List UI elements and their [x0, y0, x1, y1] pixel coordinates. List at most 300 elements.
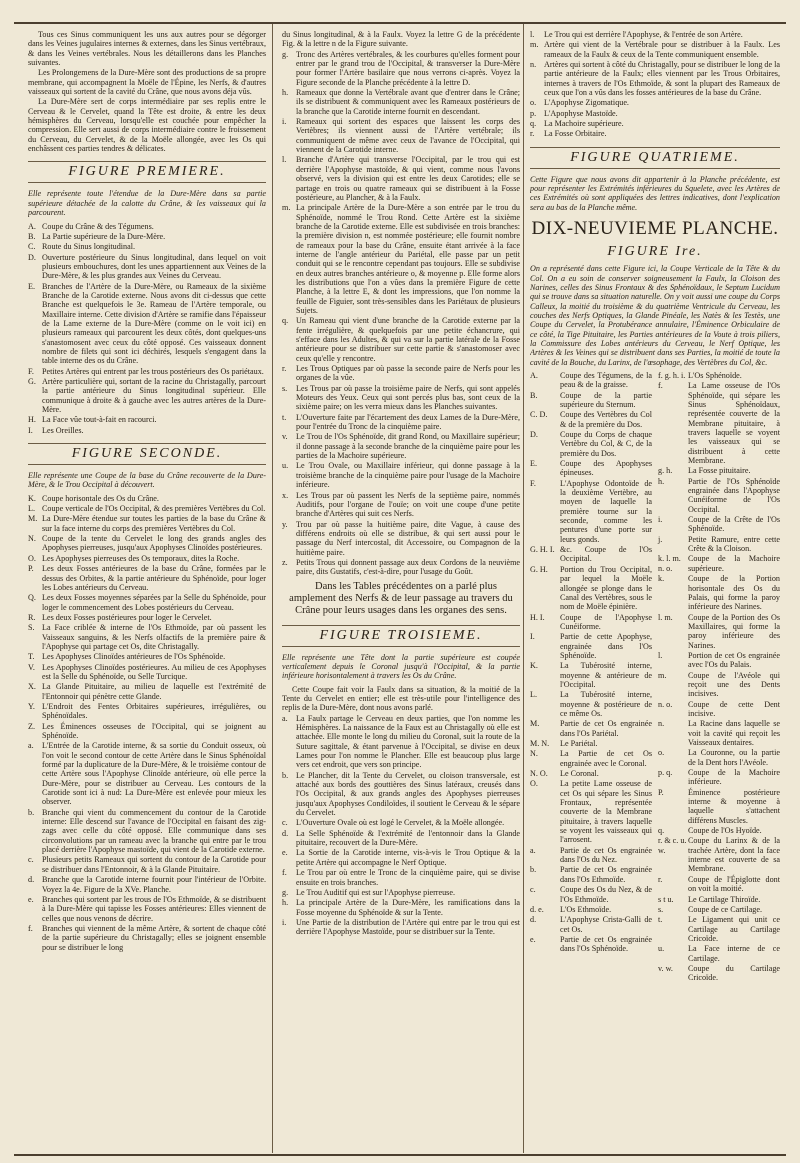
- legend-item: [530, 410, 652, 429]
- legend-text: L'Apophyse Mastoïde.: [544, 108, 618, 118]
- figure-4-caption: Cette Figure que nous avons dit appartenir à la Planche précédente, est pour représenter les Extrémités inférieures du Squelete, avec les Artères de ces Extrémités où sont appliquées des lettres indicatives, dont l'explication sera au bas de la Planche même.: [530, 174, 780, 212]
- legend-item: [658, 964, 780, 983]
- legend-key: g.: [282, 887, 289, 897]
- legend-text: Le Ligament qui unit ce Cartilage au Cartilage Cricoïde.: [688, 915, 780, 943]
- legend-item: [28, 722, 266, 741]
- legend-key: I.: [530, 632, 535, 642]
- legend-key: p.: [530, 108, 537, 118]
- legend-text: Partie de cet Os engrainée dans l'Os du Nez.: [560, 845, 652, 865]
- legend-text: Les Trous par où passent les Nerfs de la septième paire, nommés Auditifs, pour l'organe de l'ouïe; on voit une coupe d'une petite branche d'Artères qui suit ces Nerfs.: [296, 490, 520, 519]
- legend-key: a.: [282, 713, 288, 723]
- legend-text: Branche que la Carotide interne fournit pour l'intérieur de l'Orbite. Voyez la 4e. Figure de la XVe. Planche.: [42, 875, 266, 894]
- legend-text: Les Éminences osseuses de l'Occipital, qui se joignent au Sphénoïde.: [42, 721, 266, 740]
- legend-item: [282, 714, 520, 770]
- legend-item: [530, 719, 652, 738]
- legend-item: [530, 479, 652, 544]
- legend-text: La Glande Pituitaire, au milieu de laquelle est l'extrémité de l'Entonnoir qui pénètre cette Glande.: [42, 682, 266, 701]
- legend-key: Y.: [28, 701, 35, 711]
- legend-text: Coupe verticale de l'Os Occipital, & des premières Vertèbres du Col.: [42, 504, 266, 514]
- legend-item: [658, 944, 780, 963]
- legend-item: [282, 848, 520, 867]
- legend-key: z.: [282, 557, 288, 567]
- legend-text: Coupe des Apophyses épineuses.: [560, 459, 652, 478]
- legend-item: [28, 875, 266, 894]
- legend-text: Portion de cet Os engrainée avec l'Os du Palais.: [688, 650, 780, 670]
- legend-key: V.: [28, 662, 35, 672]
- legend-text: L'Os Ethmoïde.: [560, 904, 612, 914]
- legend-text: Les Oreilles.: [42, 425, 84, 435]
- legend-item: [28, 924, 266, 952]
- legend-item: [28, 242, 266, 251]
- legend-text: Les Trous par où passe la troisième paire de Nerfs, qui sont appelés Moteurs des Yeux. Ceux qui sont percés plus bas, sont ceux de la sixième paire; on les verra mieux dans les Planches suivantes.: [296, 383, 520, 412]
- legend-key: g. h.: [658, 466, 673, 476]
- legend-key: g.: [282, 49, 289, 59]
- legend-text: La Face criblée & interne de l'Os Ethmoïde, par où passent les Vaisseaux sanguins, & les Nerfs olfactifs de la première paire & l'Apophyse qui partage cet Os, dite Christagally.: [42, 623, 266, 651]
- legend-item: [28, 253, 266, 281]
- legend-item: [658, 836, 780, 873]
- legend-key: i.: [282, 917, 287, 927]
- legend-text: Route du Sinus longitudinal.: [42, 242, 135, 252]
- legend-item: [28, 282, 266, 366]
- legend-text: La Lame osseuse de l'Os Sphénoïde, qui sépare les Sinus Sphénoïdaux, représentée couverte de la Membrane pituitaire, à travers laquelle se voyent les vaisseaux qui se distribuent à cette Membrane.: [688, 381, 780, 466]
- legend-text: La Face vûe tout-à-fait en racourci.: [42, 415, 157, 425]
- legend-item: [530, 915, 652, 934]
- legend-item: [658, 574, 780, 611]
- figure-1-legend: [28, 222, 266, 436]
- legend-text: Le Trou Ovale, ou Maxillaire inférieur, qui donne passage à la troisième branche de la cinquième paire pour l'usage de la Machoire inférieure.: [296, 461, 520, 490]
- legend-text: Le Cartilage Thiroïde.: [688, 894, 761, 904]
- legend-text: Coupe de la Machoire inférieure.: [688, 768, 780, 787]
- column-middle: [282, 30, 520, 1148]
- legend-item: [282, 461, 520, 489]
- legend-text: Coupe du Corps de chaque Vertèbre du Col, & C, de la première du Dos.: [560, 430, 652, 458]
- legend-text: Les Apophyses pierreuses des Os temporaux, dites la Roche.: [42, 553, 240, 563]
- legend-text: Coupe de la Portion des Os Maxillaires, qui forme la paroy inférieure des Narines.: [688, 612, 780, 650]
- intro-text: [28, 30, 266, 153]
- legend-item: [28, 652, 266, 661]
- legend-key: B.: [28, 231, 36, 241]
- legend-key: G. H. I.: [530, 545, 555, 555]
- legend-item: [530, 749, 652, 768]
- legend-item: [658, 748, 780, 767]
- paragraph: La Dure-Mère sert de corps intermédiaire par ses replis entre le Cerveau & le Cervelet, quand la Tête est droite, & entre les deux hémisphères du Cerveau, lorsqu'elle est couchée pour empêcher la compression. Elle sert aussi de corps intermédiaire contre le froissement du Cerveau, du Cervelet, & de la Moële allongée, avec les Os qui enchâssent ces parties tendres & délicates.: [28, 97, 266, 154]
- legend-item: [282, 888, 520, 897]
- figure-4-title: FIGURE QUATRIEME.: [530, 147, 780, 169]
- legend-text: L'Apophyse Odontoïde de la deuxième Vertèbre, au moyen de laquelle la première tourne sur la seconde, comme les pentures d'une porte sur leurs gonds.: [560, 478, 652, 544]
- legend-item: [530, 690, 652, 718]
- legend-item: [28, 232, 266, 241]
- legend-key: h.: [658, 476, 665, 486]
- legend-text: La Tubérosité interne, moyenne & antérieure de l'Occipital.: [560, 661, 652, 689]
- legend-key: B.: [530, 390, 538, 400]
- legend-text: La Face interne de ce Cartilage.: [688, 944, 780, 963]
- legend-item: [530, 739, 652, 748]
- legend-key: t.: [658, 915, 663, 925]
- legend-text: Coupe de l'Avéole qui reçoit une des Dents incisives.: [688, 670, 780, 699]
- legend-key: r.: [282, 364, 287, 374]
- figure-3-title: FIGURE TROISIEME.: [282, 625, 520, 647]
- legend-key: D.: [530, 430, 538, 439]
- legend-key: F.: [530, 478, 536, 488]
- legend-key: o.: [530, 98, 537, 108]
- legend-item: [658, 719, 780, 747]
- legend-item: [658, 515, 780, 534]
- legend-key: p. q.: [658, 768, 673, 778]
- plate-legend-right: [658, 371, 780, 984]
- column-rule-left: [272, 24, 273, 1153]
- legend-text: Coupe de l'Épiglotte dont on voit la moitié.: [688, 874, 780, 894]
- legend-key: M. N.: [530, 739, 550, 748]
- legend-key: r.: [530, 129, 535, 139]
- legend-text: Une Partie de la distribution de l'Artère qui entre par le trou qui est derrière l'Apophyse Mastoïde, pour se distribuer sur la Tente.: [296, 917, 520, 937]
- legend-item: [282, 364, 520, 383]
- legend-key: R.: [28, 612, 36, 622]
- legend-text: Les Apophyses Clinoïdes antérieures de l'Os Sphénoïde.: [42, 652, 226, 662]
- legend-text: L'Ouverture Ovale où est logé le Cervelet, & la Moële allongée.: [296, 818, 505, 828]
- legend-item: [658, 875, 780, 894]
- legend-item: [530, 613, 652, 632]
- legend-key: d.: [282, 828, 289, 838]
- legend-text: Coupe du Cartilage Cricoïde.: [688, 963, 780, 983]
- legend-text: Les deux Fosses antérieures de la base du Crâne, formées par le dessus des Orbites, & la partie antérieure du Sphénoïde, pour loger les Lobes antérieurs du Cerveau.: [42, 564, 266, 592]
- legend-key: P.: [658, 787, 664, 797]
- legend-text: Artères qui sortent à côté du Christagally, pour se distribuer le long de la partie antérieure de la Faulx; elles viennent par les Trous Orbitaires, internes à travers de l'Os Ethmoïde, & sont la plupart des Rameaux de ceux que l'on a vûs dans les fosses antérieures de la base du Crâne.: [544, 60, 780, 98]
- figure-3-legend: [282, 714, 520, 937]
- legend-item: [658, 477, 780, 514]
- legend-item: [658, 768, 780, 787]
- legend-text: La Racine dans laquelle se voit la cavité qui reçoit les Vaisseaux dentaires.: [688, 719, 780, 747]
- legend-item: [530, 661, 652, 689]
- legend-text: Les deux Fosses postérieures pour loger le Cervelet.: [42, 612, 212, 622]
- legend-text: Plusieurs petits Rameaux qui sortent du contour de la Carotide pour se distribuer dans l'Entonnoir, & à la Glande Pituitaire.: [42, 855, 266, 874]
- legend-key: L.: [28, 504, 35, 514]
- legend-text: Trou par où passe la huitième paire, dite Vague, à cause des différens endroits où elle se distribue, & qui sert aussi pour le passage du Nerf intercostal, dit Accessoire, ou Compagnon de la huitième paire.: [296, 519, 520, 557]
- legend-item: [530, 391, 652, 410]
- legend-text: Le Trou de l'Os Sphénoïde, dit grand Rond, ou Maxillaire supérieur; il donne passage à la seconde branche de la cinquième paire pour les parties de la Machoire supérieure.: [296, 432, 520, 461]
- legend-key: k. l. m. n. o.: [658, 554, 681, 573]
- legend-key: H.: [28, 415, 36, 425]
- legend-text: Coupe horisontale des Os du Crâne.: [42, 493, 159, 503]
- legend-key: E.: [530, 459, 537, 469]
- legend-text: Branches qui sortent par les trous de l'Os Ethmoïde, & se distribuent à la Dure-Mère qui tapisse les Fosses antérieures: Elles viennent de celles que nous venons de décrire.: [42, 894, 266, 923]
- legend-item: [28, 741, 266, 806]
- legend-item: [28, 623, 266, 651]
- legend-text: Coupe des Vertèbres du Col & de la première du Dos.: [560, 410, 652, 429]
- legend-item: [658, 371, 780, 380]
- legend-item: [28, 564, 266, 592]
- legend-key: d. e.: [530, 904, 544, 914]
- legend-item: [658, 671, 780, 699]
- legend-key: e.: [530, 934, 536, 944]
- legend-text: Un Rameau qui vient d'une branche de la Carotide externe par la fente irrégulière, & quelquefois par une petite échancrure, qui s'efface dans les Adultes, & qui va sur la partie latérale de la Fosse antérieure pour se distribuer sur cette partie & s'anastomoser avec ceux qu'elle y rencontre.: [296, 316, 520, 363]
- legend-key: f.: [28, 923, 33, 933]
- figure-2-legend-cont: [282, 50, 520, 577]
- legend-text: Le Coronal.: [560, 769, 599, 779]
- legend-text: Artère particulière qui, sortant de la racine du Christagally, parcourt la partie antérieure du Sinus longitudinal supérieur. Elle communique à droite & à gauche avec les autres artères de la Dure-Mère.: [42, 377, 266, 415]
- legend-item: [28, 895, 266, 923]
- legend-item: [282, 432, 520, 460]
- legend-item: [28, 377, 266, 414]
- legend-key: l.: [282, 155, 287, 165]
- legend-key: r. & c. u. w.: [658, 836, 687, 855]
- legend-item: [28, 702, 266, 721]
- legend-item: [658, 905, 780, 914]
- legend-key: N. O.: [530, 769, 548, 779]
- legend-key: o.: [658, 748, 665, 758]
- legend-key: G.: [28, 377, 36, 386]
- legend-item: [28, 682, 266, 701]
- legend-item: [282, 117, 520, 154]
- legend-item: [282, 898, 520, 917]
- legend-text: Partie de cet Os engrainée dans l'Os Ethmoïde.: [560, 865, 652, 884]
- legend-key: C.: [28, 242, 36, 252]
- legend-key: s.: [658, 904, 664, 914]
- legend-key: K.: [530, 661, 538, 671]
- legend-text: Petits Trous qui donnent passage aux deux Cordons de la neuvième paire, dits Gustatifs, c'est-à-dire, pour l'usage du Goût.: [296, 557, 520, 577]
- legend-item: [658, 788, 780, 825]
- legend-key: c.: [530, 885, 536, 895]
- legend-text: La Fosse Orbitaire.: [544, 129, 607, 139]
- legend-text: Rameaux que donne la Vertébrale avant que d'entrer dans le Crâne; ils se distribuent & communiquent avec les Rameaux postérieurs de la branche que la Carotide interne fournit en descendant.: [296, 88, 520, 116]
- legend-item: [28, 554, 266, 563]
- legend-key: y.: [282, 519, 288, 529]
- legend-item: [658, 535, 780, 554]
- legend-text: Le Plancher, dit la Tente du Cervelet, ou cloison transversale, est attaché aux bords des gouttières des Sinus latéraux, creusés dans l'Os Occipital, & aux grands angles des Apophyses pierreuses jusqu'aux Apophyses Condiloïdes, il soutient le Cerveau & le sépare du Cervelet.: [296, 770, 520, 818]
- legend-text: L'Entrée de la Carotide interne, & sa sortie du Conduit osseux, où l'on voit le second contour de cette Artère dans le Sinus Sphénoïdal formé par la duplicature de la Dure-Mère, & le troisième contour de cette Artère sous l'Apophyse Clinoïde antérieure, où elle perce la Dure-Mère, pour se distribuer au Cerveau. Les contours de la Carotide sont ici à nud: La Dure-Mère est enlevée pour mieux les observer.: [42, 741, 266, 807]
- legend-key: O.: [530, 779, 538, 789]
- legend-key: T.: [28, 652, 35, 662]
- tables-note: Dans les Tables précédentes on a parlé plus amplement des Nerfs & de leur passage au travers du Crâne pour leurs usages dans les organes des sens.: [289, 580, 513, 616]
- legend-key: u.: [658, 944, 665, 954]
- legend-text: La principale Artère de la Dure-Mère a son entrée par le trou du Sphénoïde, nommé le Trou Rond. Cette Artère est la sixième branche de la Carotide externe. Elle est subdivisée en trois branches: la première division n, est nommée postérieure; elle fournit nombre de rameaux pour la base du Crâne, ensuite étant arrivée à la face interne de l'angle antérieur du Pariétal, elle passe par un petit conduit qui se le rencontre cependant pas toujours. Elle se subdivise en deux autres branches antérieure o, & moyenne p. Elle forme alors les distributions que l'on a vûes dans la première Figure de cette Planche, à la lettre E, & dont les impressions, que l'on nomme la feuille de Figuier, sont très-sensibles dans les Pariétaux de plusieurs Sujets.: [296, 203, 520, 315]
- legend-key: C. D.: [530, 410, 548, 420]
- legend-text: Partie de cet Os engrainée dans l'Os Sphénoïde.: [560, 934, 652, 954]
- legend-text: Tronc des Artères vertébrales, & les courbures qu'elles forment pour entrer par le grand trou de l'Occipital, & transverser la Dure-Mère pour former l'Artère basilaire que nous verrons ci-après. Voyez la Figure seconde de la Planche précédente à la lettre D.: [296, 49, 520, 87]
- legend-text: Le Trou par où entre le Tronc de la cinquième paire, qui se divise ensuite en trois branches.: [296, 868, 520, 887]
- legend-text: Rameaux qui sortent des espaces que laissent les corps des Vertèbres; ils viennent aussi de l'Artère vertébrale; ils communiquent de même avec ceux de l'avance de l'Occipital, qui viennent de la Carotide interne.: [296, 117, 520, 155]
- legend-text: L'Ouverture faite par l'écartement des deux Lames de la Dure-Mère, pour l'entrée du Tronc de la cinquième paire.: [296, 412, 520, 432]
- paragraph: Tous ces Sinus communiquent les uns aux autres pour se dégorger dans les Veines jugulaires internes & externes, dans les Sinus vertébraux, & dans les Veines vertébrales. Nous les détaillerons dans les Planches suivantes.: [28, 30, 266, 68]
- legend-key: x.: [282, 490, 289, 500]
- legend-text: Éminence postérieure interne & moyenne à laquelle s'attachent différens Muscles.: [688, 787, 780, 825]
- legend-key: X.: [28, 682, 36, 692]
- legend-key: d.: [28, 875, 35, 885]
- legend-key: n. o.: [658, 699, 673, 709]
- legend-item: [282, 918, 520, 937]
- legend-item: [530, 769, 652, 778]
- legend-item: [530, 565, 652, 612]
- legend-key: n.: [658, 719, 665, 729]
- legend-item: [530, 430, 652, 458]
- legend-item: [28, 415, 266, 424]
- legend-key: O.: [28, 553, 36, 563]
- legend-key: h.: [282, 88, 289, 98]
- legend-text: Coupe des Os du Nez, & de l'Os Ethmoïde.: [560, 885, 652, 904]
- legend-key: D.: [28, 252, 36, 262]
- legend-key: I.: [28, 425, 33, 435]
- legend-key: K.: [28, 493, 36, 503]
- legend-text: Branche d'Artère qui transverse l'Occipital, par le trou qui est derrière l'Apophyse mastoïde, & qui vient, comme nous l'avons observé, vers la division qui est entre les deux Carotides; elle se partage en trois ou quatre rameaux qui se distribuent à la Fosse postérieure, au Plancher, & à la Faulx.: [296, 155, 520, 202]
- legend-item: [28, 367, 266, 376]
- legend-key: m.: [530, 40, 539, 50]
- paragraph: Les Prolongemens de la Dure-Mère sont des productions de sa propre membrane, qui accompagnent la Moële de l'Épine, les Nerfs, & d'autres vaisseaux qui sortent de la cavité du Crâne, que nous avons déja vûs.: [28, 68, 266, 97]
- legend-key: u.: [282, 461, 289, 471]
- legend-text: La Partie de cet Os engrainée avec le Coronal.: [560, 749, 652, 768]
- legend-key: e.: [282, 848, 288, 858]
- legend-text: La Tubérosité interne, moyenne & postérieure de ce même Os.: [560, 690, 652, 718]
- legend-text: L'Apophyse Zigomatique.: [544, 98, 629, 108]
- legend-text: Branches de l'Artère de la Dure-Mère, ou Rameaux de la sixième Branche de la Carotide externe. Nous avons dit ci-dessus que cette Branche est quelquefois le 3e. Rameau de l'Artère temporale, ou Maxillaire interne. Cette division d'Artère se ramifie dans l'épaisseur de la Lame externe de la Dure-Mère (comme on le voit ici) en plusieurs rameaux qui parcourent les deux côtés, dont quelques-uns s'anastomosent avec ceux du côté opposé. Ces vaisseaux donnent nombre de filets qui sont ici déchirés, lesquels s'engagent dans la table interne des os du Crâne.: [42, 281, 266, 366]
- legend-key: H. I.: [530, 612, 545, 622]
- legend-key: A.: [530, 370, 538, 380]
- legend-text: L'Os Sphénoïde.: [688, 370, 742, 380]
- legend-text: Coupe du Crâne & des Tégumens.: [42, 221, 154, 231]
- continued-text: du Sinus longitudinal, & à la Faulx. Voyez la lettre G de la précédente Fig. & la lettre n de la Figure suivante.: [282, 30, 520, 49]
- legend-text: Coupe de l'Os Hyoïde.: [688, 826, 762, 836]
- legend-text: Les deux Fosses moyennes séparées par la Selle du Sphénoïde, pour loger le commencement des Lobes postérieurs du Cerveau.: [42, 593, 266, 612]
- legend-item: [530, 905, 652, 914]
- legend-key: q.: [530, 119, 537, 129]
- legend-item: [530, 865, 652, 884]
- legend-item: [658, 700, 780, 719]
- figure-3-legend-cont: [530, 30, 780, 139]
- legend-text: Coupe de cette Dent incisive.: [688, 699, 780, 718]
- legend-key: m.: [658, 670, 667, 680]
- legend-key: l. m.: [658, 612, 673, 622]
- legend-item: [282, 558, 520, 577]
- legend-item: [658, 554, 780, 573]
- legend-item: [530, 459, 652, 478]
- column-left: [28, 30, 266, 1148]
- legend-text: La Dure-Mère étendue sur toutes les parties de la base du Crâne & sur la face interne du corps des premières Vertèbres du Col.: [42, 514, 266, 533]
- legend-item: [28, 808, 266, 855]
- legend-key: t.: [282, 412, 287, 422]
- plate-title: DIX-NEUVIEME PLANCHE.: [531, 218, 779, 240]
- legend-key: s.: [282, 383, 288, 393]
- legend-text: La Couronne, ou la partie de la Dent hors l'Avéole.: [688, 748, 780, 767]
- legend-item: [530, 545, 652, 564]
- legend-key: b.: [28, 807, 35, 817]
- legend-text: Coupe du Larinx & de la trachée Artère, dont la face interne est couverte de sa Membrane.: [688, 836, 780, 874]
- legend-key: d.: [530, 915, 537, 925]
- legend-key: f. g. h. i.: [658, 370, 686, 380]
- legend-item: [282, 818, 520, 827]
- legend-item: [28, 514, 266, 533]
- legend-item: [282, 203, 520, 315]
- legend-item: [282, 50, 520, 87]
- legend-key: N.: [530, 749, 538, 759]
- legend-item: [530, 30, 780, 39]
- legend-text: Le Trou qui est derrière l'Apophyse, & l'entrée de son Artère.: [544, 30, 743, 39]
- legend-text: Le Trou Auditif qui est sur l'Apophyse pierreuse.: [296, 887, 455, 897]
- legend-key: n.: [530, 60, 537, 70]
- legend-item: [658, 613, 780, 650]
- legend-text: L'Endroit des Fentes Orbitaires supérieures, irrégulières, ou Sphénoïdales.: [42, 701, 266, 721]
- legend-item: [282, 384, 520, 412]
- legend-text: Le Pariétal.: [560, 739, 598, 748]
- legend-key: Z.: [28, 721, 35, 731]
- legend-text: Branches qui viennent de la même Artère, & sortent de chaque côté de la partie supérieure du Christagally; elles se joignent ensemble pour se distribuer le long: [42, 923, 266, 952]
- figure-1-caption: Elle représente toute l'étendue de la Dure-Mère dans sa partie supérieure détachée de la calotte du Crâne, & les vaisseaux qui la parcourent.: [28, 189, 266, 218]
- legend-key: m.: [282, 203, 291, 213]
- legend-text: L'Apophyse Crista-Galli de cet Os.: [560, 915, 652, 934]
- legend-item: [658, 466, 780, 475]
- legend-item: [530, 40, 780, 59]
- legend-item: [530, 846, 652, 865]
- legend-text: La petite Lame osseuse de cet Os qui sépare les Sinus Frontaux, représentée couverte de la Membrane pituitaire, à travers laquelle se voyent les vaisseaux qui l'arrosent.: [560, 779, 652, 845]
- legend-text: Coupe de la Machoire supérieure.: [688, 554, 780, 573]
- legend-item: [530, 109, 780, 118]
- figure-2-caption: Elle représente une Coupe de la base du Crâne recouverte de la Dure-Mère, & le Trou Occipital à découvert.: [28, 471, 266, 490]
- legend-item: [282, 491, 520, 519]
- legend-key: c.: [282, 818, 288, 828]
- legend-text: Branche qui vient du commencement du contour de la Carotide interne: Elle descend sur l'avance de l'Occipital en faisant des zig-zags avec celle du côté opposé. Elle communique dans ses circonvolutions par un rameau avec la branche qui entre par le trou placé derrière l'Apophyse mastoïde, qui vient de la Carotide externe.: [42, 807, 266, 855]
- legend-item: [282, 316, 520, 363]
- legend-item: [28, 222, 266, 231]
- figure-3-caption: Elle représente une Tête dont la partie supérieure est coupée verticalement depuis le Coronal jusqu'à l'Occipital, & la partie inférieure horisontalement à travers les Os du Crâne.: [282, 652, 520, 681]
- column-rule-right: [523, 24, 524, 1153]
- legend-key: A.: [28, 221, 36, 231]
- legend-item: [282, 771, 520, 818]
- column-right: [530, 30, 780, 1148]
- legend-text: Coupe de la partie supérieure du Sternum.: [560, 390, 652, 409]
- legend-key: v. w.: [658, 963, 673, 973]
- legend-key: P.: [28, 564, 34, 574]
- legend-text: Artère qui vient de la Vertébrale pour se distribuer à la Faulx. Les rameaux de la Faulx & ceux de la Tente communiquent ensemble.: [544, 40, 780, 59]
- legend-text: La Sortie de la Carotide interne, vis-à-vis le Trou Optique & la petite Artère qui accompagne le Nerf Optique.: [296, 848, 520, 867]
- legend-key: r.: [658, 874, 663, 884]
- legend-item: [282, 413, 520, 432]
- legend-text: La Partie supérieure de la Dure-Mère.: [42, 231, 166, 241]
- plate-caption: On a représenté dans cette Figure ici, la Coupe Verticale de la Tête & du Col. On a eu soin de conserver soigneusement la Faulx, la Cloison des Narines, celles des Sinus Frontaux & des Sphénoïdaux, le Septum Lucidum qui se trouve dans sa situation naturelle. On y voit aussi une coupe du Corps Calleux, la moitié du troisième & du quatrième Ventricule du Cerveau, les couches des Nerfs Optiques, la Glande Pinéale, les Natès & les Testès, une Coupe du Cervelet, la Protubérance annulaire, l'Éminence Orbiculaire de ce côté, la Tige Pituitaire, les Parties antérieures de la Voute à trois piliers, la Commissure des Lobes antérieurs du Cerveau, le Nerf Optique, les Artères & les Veines qui se distribuent dans ses Parties, la moitié de toute la cavité de la Bouche, du Larinx, de l'œsophage, des Vertèbres du Col, &c.: [530, 264, 780, 367]
- legend-text: Ouverture postérieure du Sinus longitudinal, dans lequel on voit plusieurs embouchures, dont les unes appartiennent aux Veines de la Dure-Mère, & les plus grandes aux Veines du Cerveau.: [42, 252, 266, 281]
- legend-item: [658, 895, 780, 904]
- legend-text: La Fosse pituitaire.: [688, 466, 751, 476]
- legend-item: [28, 534, 266, 553]
- legend-key: E.: [28, 281, 35, 291]
- legend-text: Coupe de la tente du Cervelet le long des grands angles des Apophyses pierreuses, jusqu'aux Apophyses Clinoïdes postérieures.: [42, 534, 266, 553]
- legend-key: N.: [28, 534, 36, 544]
- legend-item: [28, 855, 266, 874]
- legend-key: v.: [282, 432, 288, 442]
- legend-text: La Faulx partage le Cerveau en deux parties, que l'on nomme les Hémisphères. La naissance de la Faux est au Christagally où elle est attachée. Elle monte le long du milieu du Coronal, suit la route de la Suture sagittale, & étant parvenue à l'Occipital, se divise en deux Lames pour l'on nomme le Plancher. Elle est beaucoup plus large vers cet endroit, que vers son principe.: [296, 713, 520, 770]
- legend-text: La Machoire supérieure.: [544, 119, 624, 129]
- legend-text: La Selle Sphénoïde & l'extrémité de l'entonnoir dans la Glande pituitaire, recouvert de la Dure-Mère.: [296, 828, 520, 848]
- legend-key: l.: [530, 30, 535, 39]
- legend-text: Coupe de l'Apophyse Cunéiforme.: [560, 612, 652, 631]
- legend-item: [28, 593, 266, 612]
- legend-item: [28, 613, 266, 622]
- legend-item: [530, 98, 780, 107]
- legend-item: [28, 504, 266, 513]
- legend-text: La principale Artère de la Dure-Mère, les ramifications dans la Fosse moyenne du Sphénoïde & sur la Tente.: [296, 898, 520, 917]
- legend-key: S.: [28, 623, 35, 633]
- legend-item: [28, 663, 266, 682]
- legend-key: q.: [658, 826, 665, 836]
- legend-key: Q.: [28, 593, 36, 603]
- legend-key: b.: [282, 770, 289, 780]
- legend-item: [282, 520, 520, 557]
- legend-text: Coupe de ce Cartilage.: [688, 904, 762, 914]
- legend-item: [530, 935, 652, 954]
- legend-item: [282, 88, 520, 116]
- legend-key: G. H.: [530, 564, 548, 574]
- legend-item: [282, 868, 520, 887]
- legend-key: L.: [530, 690, 537, 700]
- legend-item: [658, 915, 780, 943]
- legend-item: [530, 632, 652, 660]
- legend-item: [530, 371, 652, 390]
